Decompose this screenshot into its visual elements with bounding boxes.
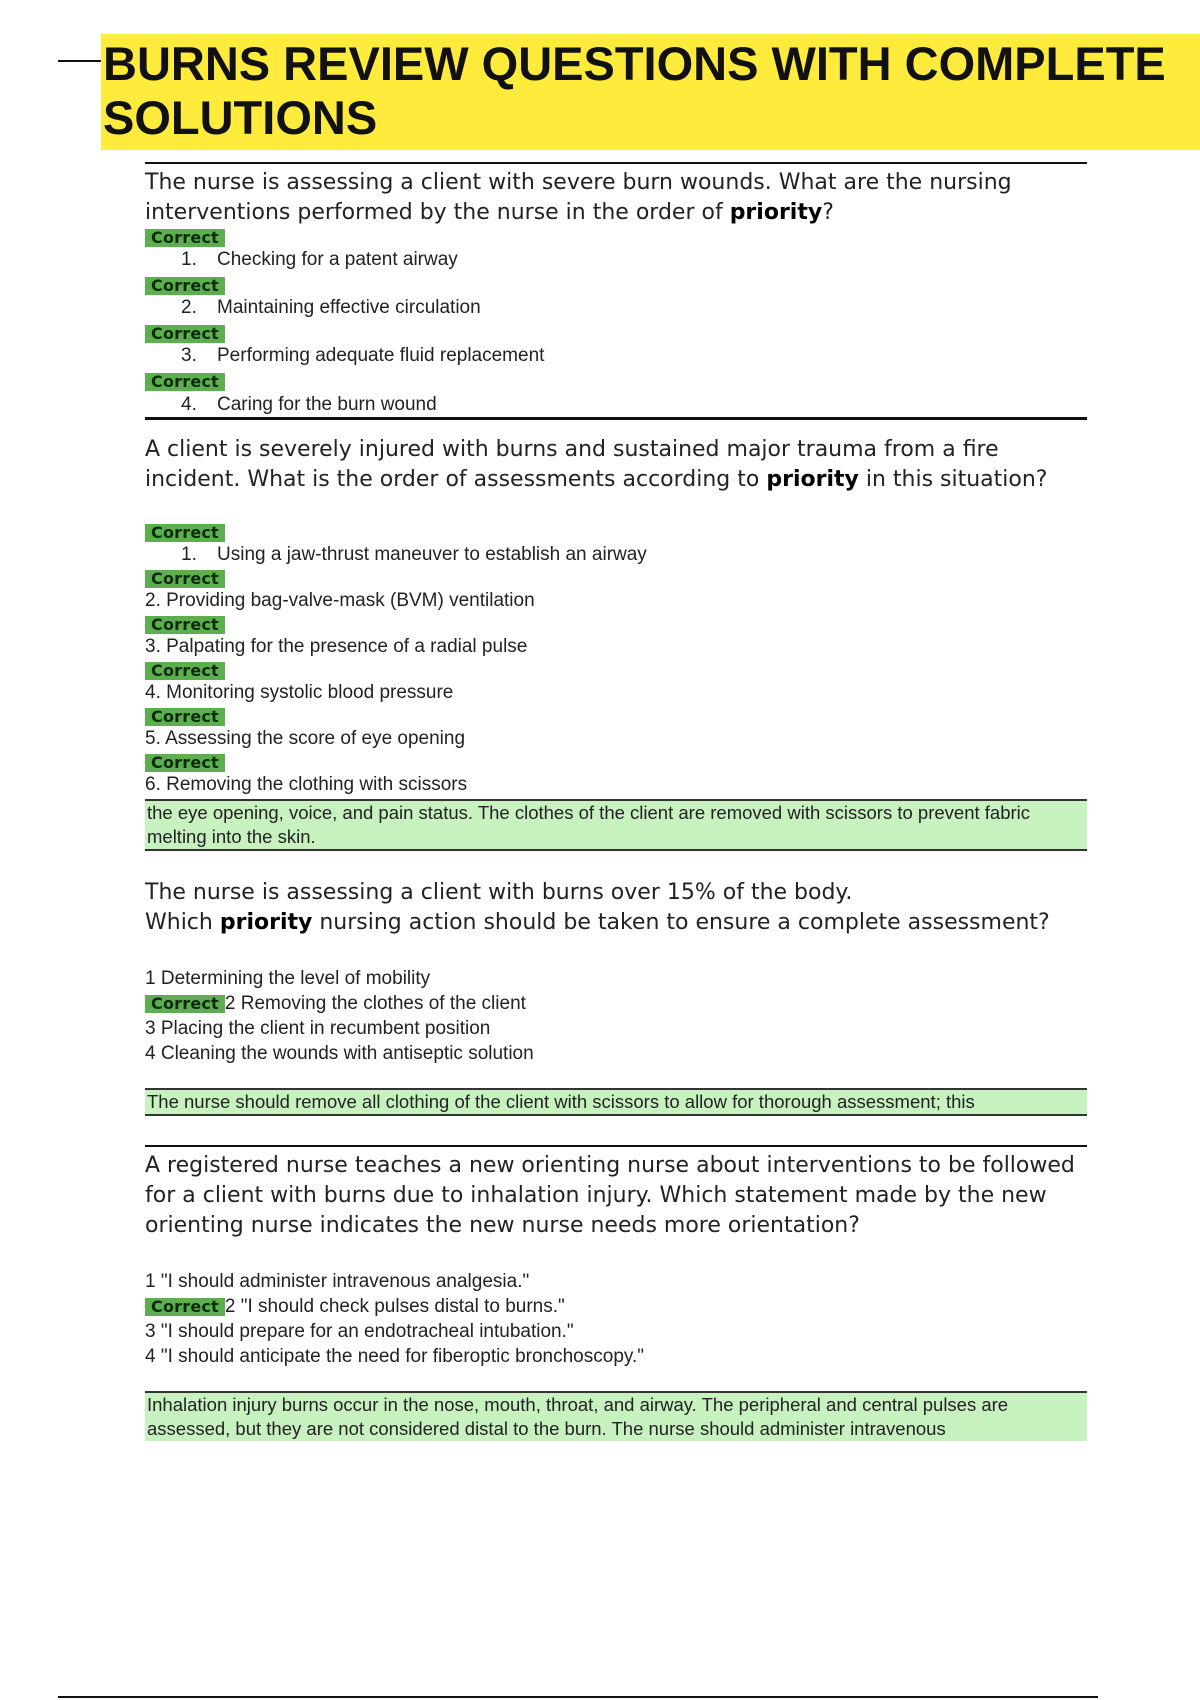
correct-badge: Correct [145,570,225,588]
q4-option-3: 3 "I should prepare for an endotracheal intubation." [145,1321,574,1342]
q4-option-1: 1 "I should administer intravenous analgesia." [145,1271,530,1292]
q4-options [145,1269,1087,1369]
correct-badge: Correct [145,754,225,772]
correct-badge: Correct [145,229,225,247]
q2-text: A client is severely injured with burns and sustained major trauma from a fire incident. What is the order of assessments according to priority in this situation? [145,437,1048,492]
correct-badge: Correct [145,373,225,391]
question-4 [145,1145,1087,1441]
q2-answer-5: Correct 5. Assessing the score of eye opening [145,707,466,749]
q2-answer-3: Correct 3. Palpating for the presence of a radial pulse [145,615,528,657]
correct-badge: Correct [145,708,225,726]
q4-rationale: Inhalation injury burns occur in the nose, mouth, throat, and airway. The peripheral and central pulses are assessed, but they are not considered distal to the burn. The nurse should administer intravenous [145,1391,1087,1441]
q4-option-4: 4 "I should anticipate the need for fiberoptic bronchoscopy." [145,1346,645,1367]
q3-options [145,966,1087,1066]
correct-badge: Correct [145,1298,225,1316]
question-3 [145,878,1087,1116]
q3-rationale: The nurse should remove all clothing of the client with scissors to allow for thorough assessment; this [145,1088,1087,1116]
correct-badge: Correct [145,616,225,634]
title-highlight [101,34,1200,150]
q3-option-3: 3 Placing the client in recumbent position [145,1018,491,1039]
q2-answer-4: Correct 4. Monitoring systolic blood pressure [145,661,454,703]
q3-option-4: 4 Cleaning the wounds with antiseptic solution [145,1043,534,1064]
page-title-line1: BURNS REVIEW QUESTIONS WITH COMPLETE [103,37,1166,90]
correct-badge: Correct [145,662,225,680]
q4-top-rule [145,1145,1087,1147]
correct-badge: Correct [145,524,225,542]
q4-text: A registered nurse teaches a new orienting nurse about interventions to be followed for a client with burns due to inhalation injury. Which statement made by the new orienting nurse indicates the new nurse needs more orientation? [145,1153,1075,1238]
question-2 [145,435,1087,851]
q2-answer-2: Correct 2. Providing bag-valve-mask (BVM) ventilation [145,569,535,611]
q2-answers [145,523,1087,796]
q2-answer-6: Correct 6. Removing the clothing with scissors [145,753,468,795]
q1-answer-2: Correct 2. Maintaining effective circulation [145,276,1087,319]
q3-option-2: Correct 2 Removing the clothes of the client [145,991,1087,1016]
correct-badge: Correct [145,325,225,343]
q3-option-1: 1 Determining the level of mobility [145,968,431,989]
q3-text-line1: The nurse is assessing a client with burns over 15% of the body. [145,880,853,905]
q1-answer-4: Correct 4. Caring for the burn wound [145,372,1087,416]
q2-rationale: the eye opening, voice, and pain status. The clothes of the client are removed with scissors to prevent fabric melting into the skin. [145,799,1087,851]
correct-badge: Correct [145,995,225,1013]
q3-text-line2: Which priority nursing action should be taken to ensure a complete assessment? [145,910,1050,935]
q2-answer-1: Correct 1. Using a jaw-thrust maneuver to establish an airway [145,523,1087,566]
q1-text: The nurse is assessing a client with severe burn wounds. What are the nursing interventions performed by the nurse in the order of priority? [145,170,1012,225]
q1-answer-1: Correct 1. Checking for a patent airway [145,228,1087,271]
q4-option-2: Correct 2 "I should check pulses distal to burns." [145,1294,1087,1319]
title-dash [58,60,102,62]
question-1 [145,162,1087,420]
correct-badge: Correct [145,277,225,295]
q1-top-rule [145,162,1087,164]
page-bottom-rule [58,1696,1098,1698]
q1-answer-3: Correct 3. Performing adequate fluid replacement [145,324,1087,367]
page-title-line2: SOLUTIONS [103,91,378,144]
q1-answers [145,228,1087,420]
